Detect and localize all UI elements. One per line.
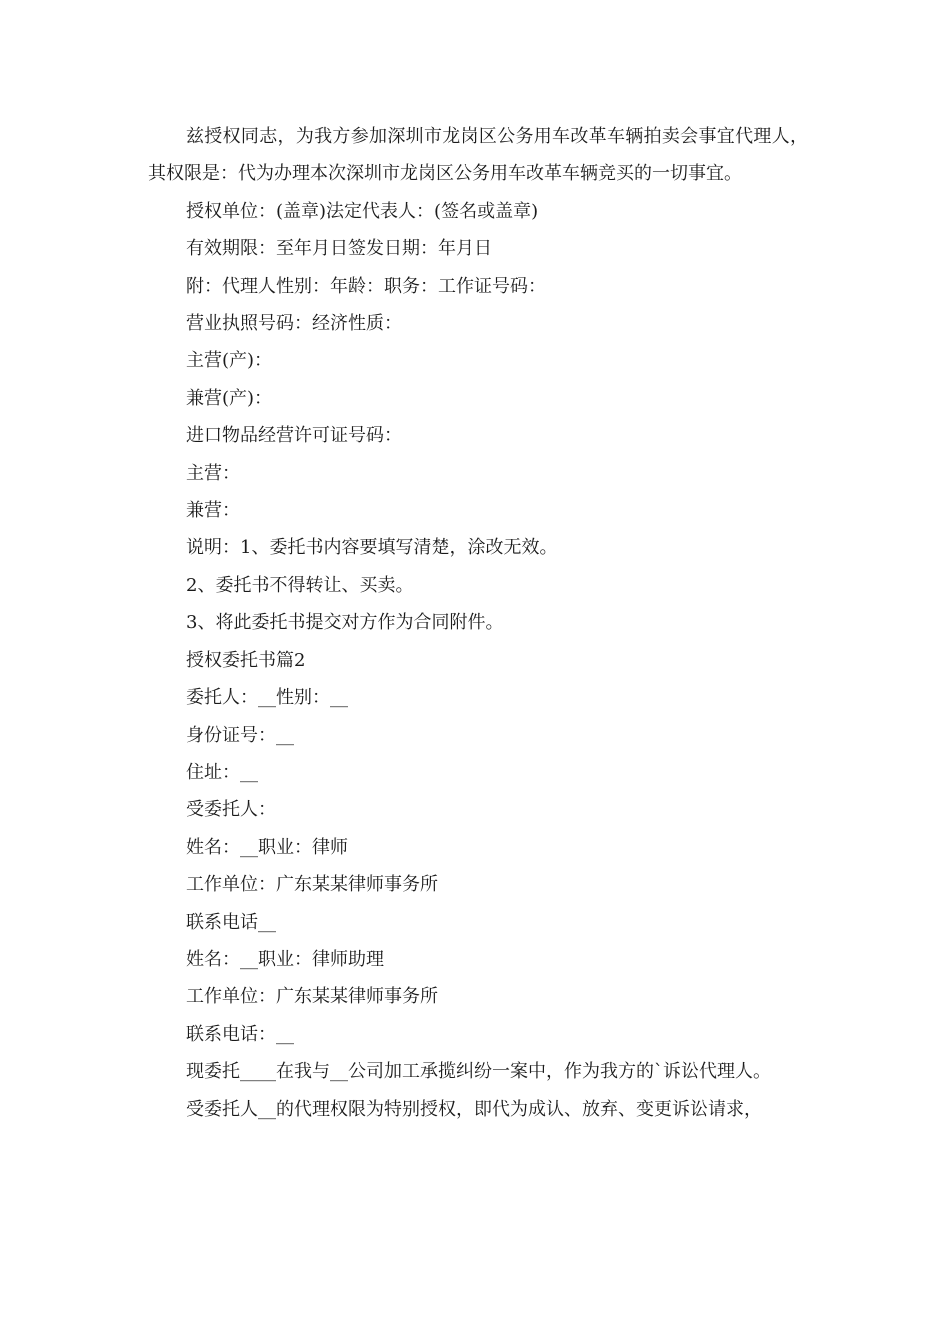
paragraph-agent-1-phone: 联系电话__	[186, 911, 276, 933]
paragraph-note-2: 2、委托书不得转让、买卖。	[186, 574, 414, 596]
paragraph-agent-1-name: 姓名：__职业：律师	[186, 836, 348, 858]
paragraph-main-business: 主营：	[186, 462, 240, 484]
paragraph-validity-period: 有效期限：至年月日签发日期：年月日	[186, 238, 492, 260]
paragraph-import-license: 进口物品经营许可证号码：	[186, 425, 402, 447]
paragraph-side-business-product: 兼营(产)：	[186, 387, 273, 409]
paragraph-agent-2-workplace: 工作单位：广东某某律师事务所	[186, 986, 438, 1008]
paragraph-agent-heading: 受委托人：	[186, 799, 276, 821]
paragraph-authority-scope: 受委托人__的代理权限为特别授权，即代为成认、放弃、变更诉讼请求，	[186, 1098, 762, 1120]
paragraph-id-number: 身份证号：__	[186, 724, 294, 746]
section-heading: 授权委托书篇2	[186, 649, 306, 671]
paragraph-note-3: 3、将此委托书提交对方作为合同附件。	[186, 612, 504, 634]
paragraph-agent-2-phone: 联系电话：__	[186, 1023, 294, 1045]
paragraph-principal: 委托人：__性别：__	[186, 687, 348, 709]
paragraph-main-business-product: 主营(产)：	[186, 350, 273, 372]
paragraph-authorizing-unit: 授权单位：(盖章)法定代表人：(签名或盖章)	[186, 200, 539, 222]
paragraph-agent-details: 附：代理人性别：年龄：职务：工作证号码：	[186, 275, 546, 297]
paragraph-agent-1-workplace: 工作单位：广东某某律师事务所	[186, 874, 438, 896]
paragraph-side-business: 兼营：	[186, 500, 240, 522]
paragraph-delegation: 现委托____在我与__公司加工承揽纠纷一案中，作为我方的`诉讼代理人。	[186, 1061, 771, 1083]
paragraph-agent-2-name: 姓名：__职业：律师助理	[186, 948, 384, 970]
paragraph-business-license: 营业执照号码：经济性质：	[186, 313, 402, 335]
paragraph-authorization-intro: 兹授权同志，为我方参加深圳市龙岗区公务用车改革车辆拍卖会事宜代理人，其权限是：代为办理本次深圳市龙岗区公务用车改革车辆竞买的一切事宜。	[148, 126, 808, 185]
paragraph-address: 住址：__	[186, 761, 258, 783]
paragraph-note-1: 说明：1、委托书内容要填写清楚，涂改无效。	[186, 537, 558, 559]
document-body	[148, 118, 808, 1128]
